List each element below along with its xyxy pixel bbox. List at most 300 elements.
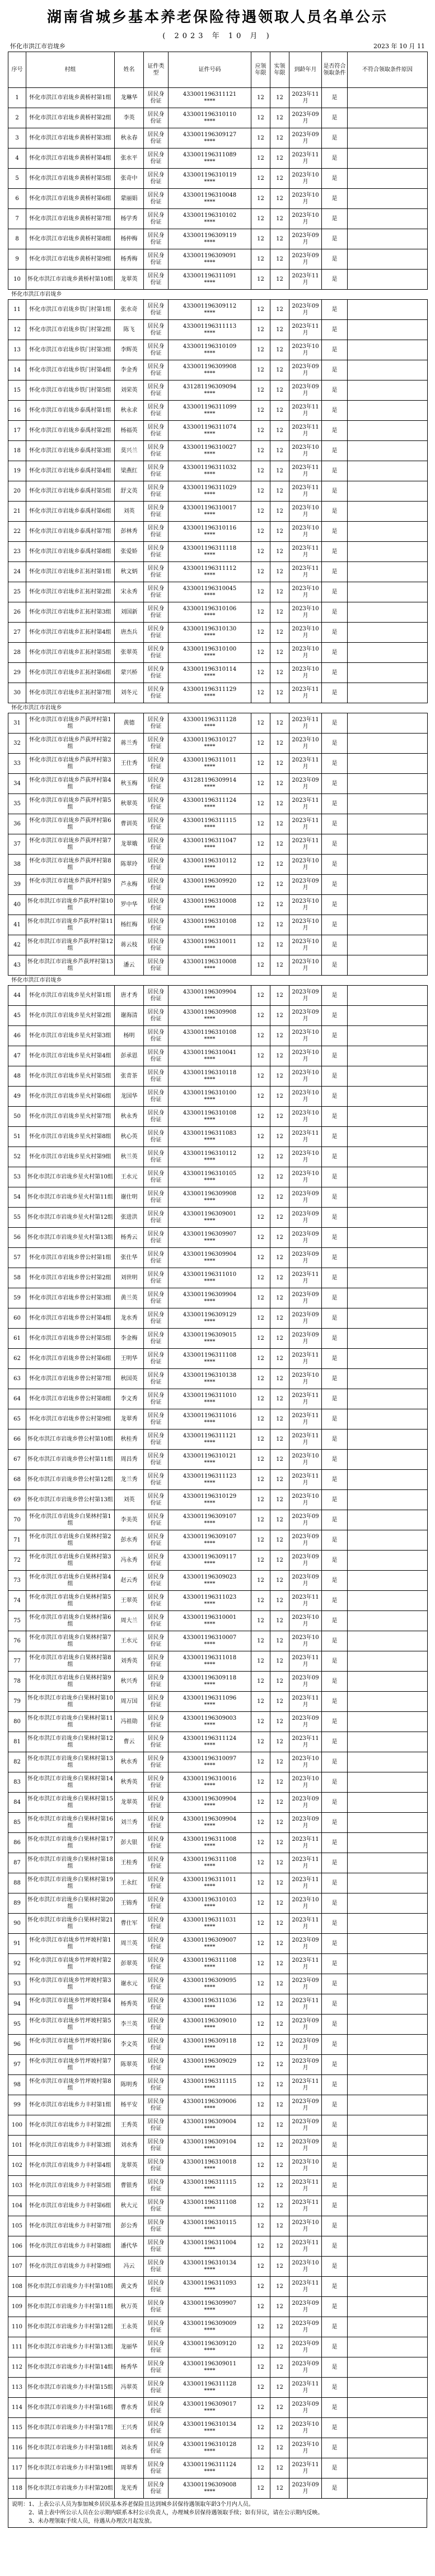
- row-reason: [348, 502, 428, 522]
- row-eligible: 是: [322, 2478, 348, 2499]
- row-eligible: 是: [322, 1026, 348, 1046]
- row-id-number: 433001196310115 ****: [169, 2216, 251, 2236]
- row-eligible: 是: [322, 1793, 348, 1813]
- table-row: [8, 1954, 428, 1974]
- row-id-type: 居民身份证: [144, 774, 169, 794]
- row-village: 怀化市洪江市岩垅乡力丰村第9组: [26, 2257, 115, 2277]
- row-village: 怀化市洪江市岩垅乡白果林村第4组: [26, 1571, 115, 1591]
- row-age-month: 2023年09月: [289, 2337, 322, 2357]
- row-reason: [348, 360, 428, 380]
- row-index: 110: [8, 2317, 26, 2337]
- row-actual-years: 12: [270, 2176, 289, 2196]
- row-due-years: 12: [251, 1167, 270, 1187]
- row-age-month: 2023年11月: [289, 1429, 322, 1450]
- row-village: 怀化市洪江市岩垅乡芦荻坪村第4组: [26, 774, 115, 794]
- row-due-years: 12: [251, 1591, 270, 1611]
- row-village: 怀化市洪江市岩垅乡曾公村第10组: [26, 1429, 115, 1450]
- row-village: 怀化市洪江市岩垅乡曾公村第11组: [26, 1450, 115, 1470]
- table-row: [8, 1087, 428, 1107]
- table-row: [8, 1228, 428, 1248]
- row-name: 罗中华: [115, 895, 144, 915]
- table-row: [8, 754, 428, 774]
- row-village: 怀化市洪江市岩垅乡芦荻坪村第13组: [26, 955, 115, 976]
- row-name: 彭翠英: [115, 1954, 144, 1974]
- row-index: 55: [8, 1208, 26, 1228]
- row-eligible: 是: [322, 1208, 348, 1228]
- row-index: 64: [8, 1389, 26, 1409]
- row-actual-years: 12: [270, 1994, 289, 2015]
- row-age-month: 2023年09月: [289, 1208, 322, 1228]
- table-row: [8, 1369, 428, 1389]
- row-id-type: 居民身份证: [144, 895, 169, 915]
- row-id-number: 433001196309104 ****: [169, 2136, 251, 2156]
- row-due-years: 12: [251, 2055, 270, 2075]
- row-name: 周翠秀: [115, 2458, 144, 2478]
- row-index: 38: [8, 855, 26, 875]
- row-reason: [348, 441, 428, 461]
- row-id-number: 433001196311032 ****: [169, 461, 251, 481]
- row-due-years: 12: [251, 2035, 270, 2055]
- row-reason: [348, 2297, 428, 2317]
- row-id-number: 433001196311113 ****: [169, 320, 251, 340]
- row-due-years: 12: [251, 1672, 270, 1692]
- row-reason: [348, 2378, 428, 2398]
- row-id-number: 433001196309095 ****: [169, 1974, 251, 1994]
- row-id-number: 433001196311004 ****: [169, 2236, 251, 2257]
- row-id-type: 居民身份证: [144, 2257, 169, 2277]
- row-id-number: 433001196311016 ****: [169, 1409, 251, 1429]
- row-village: 怀化市洪江市岩垅乡汇拓村第2组: [26, 582, 115, 602]
- row-id-type: 居民身份证: [144, 955, 169, 976]
- row-reason: [348, 794, 428, 814]
- row-id-type: 居民身份证: [144, 1591, 169, 1611]
- row-actual-years: 12: [270, 1288, 289, 1308]
- row-id-number: 433001196311128 ****: [169, 2378, 251, 2398]
- row-index: 30: [8, 683, 26, 703]
- row-reason: [348, 643, 428, 663]
- row-index: 114: [8, 2398, 26, 2418]
- row-id-type: 居民身份证: [144, 834, 169, 855]
- row-id-number: 433001196311074 ****: [169, 421, 251, 441]
- row-due-years: 12: [251, 814, 270, 834]
- table-row: [8, 1833, 428, 1853]
- table-row: [8, 270, 428, 290]
- group-separator-label: 怀化市洪江市岩垅乡: [8, 976, 428, 986]
- row-village: 怀化市洪江市岩垅乡力丰村第15组: [26, 2378, 115, 2398]
- row-eligible: 是: [322, 2418, 348, 2438]
- row-id-number: 433001196310110 ****: [169, 108, 251, 128]
- row-eligible: 是: [322, 2216, 348, 2236]
- row-age-month: 2023年11月: [289, 794, 322, 814]
- row-name: 杨仲梅: [115, 229, 144, 249]
- row-village: 怀化市洪江市岩垅乡力丰村第16组: [26, 2398, 115, 2418]
- row-eligible: 是: [322, 895, 348, 915]
- row-index: 94: [8, 1994, 26, 2015]
- row-name: 彭承恩: [115, 1046, 144, 1066]
- row-age-month: 2023年10月: [289, 1046, 322, 1066]
- row-id-number: 431281196309914 ****: [169, 774, 251, 794]
- row-age-month: 2023年10月: [289, 955, 322, 976]
- row-eligible: 是: [322, 1651, 348, 1672]
- row-actual-years: 12: [270, 663, 289, 683]
- row-name: 刘永秀: [115, 2438, 144, 2458]
- row-id-number: 433001196309904 ****: [169, 1288, 251, 1308]
- row-name: 蒙丽娟: [115, 189, 144, 209]
- table-row: [8, 1631, 428, 1651]
- table-row: [8, 2075, 428, 2095]
- row-index: 11: [8, 300, 26, 320]
- row-actual-years: 12: [270, 421, 289, 441]
- row-age-month: 2023年09月: [289, 1228, 322, 1248]
- row-name: 曹水秀: [115, 2398, 144, 2418]
- row-reason: [348, 2337, 428, 2357]
- row-index: 22: [8, 522, 26, 542]
- table-row: [8, 2458, 428, 2478]
- row-index: 78: [8, 1672, 26, 1692]
- row-id-type: 居民身份证: [144, 1571, 169, 1591]
- table-row: [8, 1308, 428, 1329]
- note-line: 说明：1、上表公示人员为参加城乡居民基本养老保险且达到城乡居保待遇领取年龄3个月内人员。: [12, 2501, 254, 2508]
- row-village: 怀化市洪江市岩垅乡白果林村第21组: [26, 1914, 115, 1934]
- row-index: 70: [8, 1510, 26, 1530]
- row-actual-years: 12: [270, 270, 289, 290]
- row-actual-years: 12: [270, 1873, 289, 1893]
- row-name: 秋兴秀: [115, 1672, 144, 1692]
- row-age-month: 2023年10月: [289, 1167, 322, 1187]
- row-name: 龙丽华: [115, 2337, 144, 2357]
- row-id-type: 居民身份证: [144, 2176, 169, 2196]
- table-row: [8, 1268, 428, 1288]
- row-id-number: 433001196311089 ****: [169, 148, 251, 169]
- table-row: [8, 148, 428, 169]
- row-reason: [348, 935, 428, 955]
- row-due-years: 12: [251, 834, 270, 855]
- row-actual-years: 12: [270, 713, 289, 734]
- table-row: [8, 1288, 428, 1308]
- row-eligible: 是: [322, 1672, 348, 1692]
- row-age-month: 2023年10月: [289, 209, 322, 229]
- table-row: [8, 2257, 428, 2277]
- row-reason: [348, 754, 428, 774]
- row-index: 75: [8, 1611, 26, 1631]
- row-id-number: 433001196311011 ****: [169, 754, 251, 774]
- row-index: 80: [8, 1712, 26, 1732]
- row-name: 王永英: [115, 2317, 144, 2337]
- page-title: 湖南省城乡基本养老保险待遇领取人员名单公示: [46, 9, 388, 26]
- row-due-years: 12: [251, 1429, 270, 1450]
- row-village: 怀化市洪江市岩垅乡白果林村第10组: [26, 1692, 115, 1712]
- row-reason: [348, 1127, 428, 1147]
- row-due-years: 12: [251, 209, 270, 229]
- row-name: 杨秀梅: [115, 249, 144, 270]
- table-row: [8, 895, 428, 915]
- row-eligible: 是: [322, 774, 348, 794]
- row-id-number: 433001196311115 ****: [169, 814, 251, 834]
- row-reason: [348, 1732, 428, 1752]
- row-name: 龙翠娥: [115, 834, 144, 855]
- row-id-type: 居民身份证: [144, 1288, 169, 1308]
- row-id-number: 433001196309120 ****: [169, 2337, 251, 2357]
- row-id-type: 居民身份证: [144, 1308, 169, 1329]
- row-name: 潘代华: [115, 2236, 144, 2257]
- row-index: 71: [8, 1530, 26, 1551]
- table-row: [8, 774, 428, 794]
- row-eligible: 是: [322, 2236, 348, 2257]
- row-due-years: 12: [251, 562, 270, 582]
- row-eligible: 是: [322, 794, 348, 814]
- row-reason: [348, 713, 428, 734]
- row-id-type: 居民身份证: [144, 713, 169, 734]
- row-age-month: 2023年11月: [289, 1873, 322, 1893]
- row-actual-years: 12: [270, 2075, 289, 2095]
- row-id-type: 居民身份证: [144, 986, 169, 1006]
- row-reason: [348, 320, 428, 340]
- row-id-type: 居民身份证: [144, 502, 169, 522]
- row-eligible: 是: [322, 2317, 348, 2337]
- row-eligible: 是: [322, 2257, 348, 2277]
- row-eligible: 是: [322, 2115, 348, 2136]
- row-due-years: 12: [251, 1853, 270, 1873]
- row-due-years: 12: [251, 1793, 270, 1813]
- row-age-month: 2023年10月: [289, 1369, 322, 1389]
- row-index: 92: [8, 1954, 26, 1974]
- row-index: 35: [8, 794, 26, 814]
- row-index: 43: [8, 955, 26, 976]
- row-index: 74: [8, 1591, 26, 1611]
- row-name: 王翠英: [115, 1591, 144, 1611]
- row-reason: [348, 2478, 428, 2499]
- row-eligible: 是: [322, 1349, 348, 1369]
- row-id-type: 居民身份证: [144, 1006, 169, 1026]
- row-index: 108: [8, 2277, 26, 2297]
- row-name: 曹银秀: [115, 2176, 144, 2196]
- row-eligible: 是: [322, 834, 348, 855]
- row-village: 怀化市洪江市岩垅乡黄桥村第4组: [26, 148, 115, 169]
- note-line: 3、未办理领取手续人员，待遇从办理次月起发放。: [29, 2518, 156, 2524]
- table-row: [8, 1651, 428, 1672]
- row-village: 怀化市洪江市岩垅乡黄桥村第1组: [26, 88, 115, 108]
- row-reason: [348, 1288, 428, 1308]
- row-name: 龙翠英: [115, 2156, 144, 2176]
- row-actual-years: 12: [270, 2196, 289, 2216]
- row-index: 111: [8, 2337, 26, 2357]
- row-due-years: 12: [251, 623, 270, 643]
- row-village: 怀化市洪江市岩垅乡芦荻坪村第2组: [26, 734, 115, 754]
- row-village: 怀化市洪江市岩垅乡竹坪坡村第7组: [26, 2055, 115, 2075]
- row-village: 怀化市洪江市岩垅乡曾公村第3组: [26, 1288, 115, 1308]
- row-eligible: 是: [322, 1974, 348, 1994]
- row-village: 怀化市洪江市岩垅乡星火村第6组: [26, 1087, 115, 1107]
- row-eligible: 是: [322, 2176, 348, 2196]
- table-row: [8, 229, 428, 249]
- row-id-number: 433001196309904 ****: [169, 1813, 251, 1833]
- row-reason: [348, 189, 428, 209]
- row-id-number: 433001196311029 ****: [169, 481, 251, 502]
- row-village: 怀化市洪江市岩垅乡黄桥村第10组: [26, 270, 115, 290]
- row-id-number: 433001196309004 ****: [169, 2115, 251, 2136]
- row-id-number: 433001196311123 ****: [169, 1470, 251, 1490]
- row-id-type: 居民身份证: [144, 2297, 169, 2317]
- row-eligible: 是: [322, 1833, 348, 1853]
- row-actual-years: 12: [270, 441, 289, 461]
- row-id-type: 居民身份证: [144, 1409, 169, 1429]
- row-actual-years: 12: [270, 955, 289, 976]
- row-village: 怀化市洪江市岩垅乡曾公村第8组: [26, 1389, 115, 1409]
- row-eligible: 是: [322, 602, 348, 623]
- row-name: 李辉英: [115, 340, 144, 360]
- row-name: 秋玉梅: [115, 774, 144, 794]
- row-age-month: 2023年10月: [289, 895, 322, 915]
- row-due-years: 12: [251, 2478, 270, 2499]
- row-eligible: 是: [322, 1268, 348, 1288]
- row-index: 59: [8, 1288, 26, 1308]
- row-eligible: 是: [322, 2297, 348, 2317]
- row-id-type: 居民身份证: [144, 229, 169, 249]
- row-name: 黄德: [115, 713, 144, 734]
- table-row: [8, 1772, 428, 1793]
- row-village: 怀化市洪江市岩垅乡芦荻坪村第9组: [26, 875, 115, 895]
- row-index: 2: [8, 108, 26, 128]
- table-row: [8, 1934, 428, 1954]
- table-row: [8, 2277, 428, 2297]
- row-actual-years: 12: [270, 1974, 289, 1994]
- row-village: 怀化市洪江市岩垅乡白果林村第12组: [26, 1732, 115, 1752]
- table-row: [8, 481, 428, 502]
- row-name: 杨红梅: [115, 915, 144, 935]
- row-index: 23: [8, 542, 26, 562]
- row-age-month: 2023年11月: [289, 683, 322, 703]
- row-reason: [348, 1329, 428, 1349]
- row-id-type: 居民身份证: [144, 1974, 169, 1994]
- row-village: 怀化市洪江市岩垅乡竹坪坡村第5组: [26, 2015, 115, 2035]
- row-name: 杨秀英: [115, 1994, 144, 2015]
- row-village: 怀化市洪江市岩垅乡力丰村第8组: [26, 2236, 115, 2257]
- row-reason: [348, 2095, 428, 2115]
- row-age-month: 2023年11月: [289, 2458, 322, 2478]
- row-actual-years: 12: [270, 834, 289, 855]
- row-age-month: 2023年11月: [289, 814, 322, 834]
- row-age-month: 2023年11月: [289, 1994, 322, 2015]
- row-id-number: 433001196310045 ****: [169, 582, 251, 602]
- row-village: 怀化市洪江市岩垅乡白果林村第1组: [26, 1510, 115, 1530]
- row-id-type: 居民身份证: [144, 522, 169, 542]
- row-age-month: 2023年09月: [289, 1308, 322, 1329]
- row-due-years: 12: [251, 2136, 270, 2156]
- row-reason: [348, 1308, 428, 1329]
- row-reason: [348, 2398, 428, 2418]
- table-row: [8, 1712, 428, 1732]
- row-age-month: 2023年09月: [289, 2398, 322, 2418]
- row-actual-years: 12: [270, 148, 289, 169]
- row-eligible: 是: [322, 229, 348, 249]
- row-reason: [348, 2438, 428, 2458]
- row-age-month: 2023年10月: [289, 1631, 322, 1651]
- row-eligible: 是: [322, 1329, 348, 1349]
- row-actual-years: 12: [270, 88, 289, 108]
- row-id-type: 居民身份证: [144, 2156, 169, 2176]
- notes-table: [8, 2498, 427, 2528]
- row-actual-years: 12: [270, 794, 289, 814]
- row-due-years: 12: [251, 441, 270, 461]
- row-id-number: 433001196311108 ****: [169, 1349, 251, 1369]
- row-index: 24: [8, 562, 26, 582]
- row-age-month: 2023年11月: [289, 542, 322, 562]
- row-index: 68: [8, 1470, 26, 1490]
- row-village: 怀化市洪江市岩垅乡曾公村第12组: [26, 1470, 115, 1490]
- row-index: 109: [8, 2297, 26, 2317]
- row-age-month: 2023年10月: [289, 643, 322, 663]
- row-due-years: 12: [251, 461, 270, 481]
- table-row: [8, 1893, 428, 1914]
- row-index: 51: [8, 1127, 26, 1147]
- table-row: [8, 421, 428, 441]
- row-age-month: 2023年09月: [289, 2297, 322, 2317]
- row-id-number: 433001196309011 ****: [169, 2357, 251, 2378]
- row-index: 33: [8, 754, 26, 774]
- table-row: [8, 1591, 428, 1611]
- row-actual-years: 12: [270, 1813, 289, 1833]
- row-actual-years: 12: [270, 1893, 289, 1914]
- row-eligible: 是: [322, 502, 348, 522]
- table-row: [8, 1147, 428, 1167]
- row-name: 蒙兴桥: [115, 663, 144, 683]
- row-id-type: 居民身份证: [144, 2277, 169, 2297]
- row-index: 62: [8, 1349, 26, 1369]
- table-row: [8, 1530, 428, 1551]
- row-actual-years: 12: [270, 1107, 289, 1127]
- row-due-years: 12: [251, 1409, 270, 1429]
- row-id-number: 433001196310105 ****: [169, 1167, 251, 1187]
- row-eligible: 是: [322, 986, 348, 1006]
- row-age-month: 2023年09月: [289, 1571, 322, 1591]
- row-actual-years: 12: [270, 1087, 289, 1107]
- group-separator-row: [8, 290, 428, 300]
- row-index: 76: [8, 1631, 26, 1651]
- row-index: 25: [8, 582, 26, 602]
- row-id-type: 居民身份证: [144, 602, 169, 623]
- row-age-month: 2023年09月: [289, 128, 322, 148]
- row-name: 龙琳华: [115, 88, 144, 108]
- row-id-number: 433001196310112 ****: [169, 855, 251, 875]
- row-name: 秋永春: [115, 128, 144, 148]
- row-id-type: 居民身份证: [144, 1450, 169, 1470]
- table-row: [8, 1329, 428, 1349]
- row-eligible: 是: [322, 1429, 348, 1450]
- row-eligible: 是: [322, 1409, 348, 1429]
- row-due-years: 12: [251, 915, 270, 935]
- row-id-type: 居民身份证: [144, 2115, 169, 2136]
- row-eligible: 是: [322, 1571, 348, 1591]
- row-reason: [348, 1853, 428, 1873]
- row-name: 芦永梅: [115, 875, 144, 895]
- row-reason: [348, 2015, 428, 2035]
- row-village: 怀化市洪江市岩垅乡铁门村第4组: [26, 360, 115, 380]
- row-actual-years: 12: [270, 1853, 289, 1873]
- row-due-years: 12: [251, 1914, 270, 1934]
- row-eligible: 是: [322, 1732, 348, 1752]
- row-eligible: 是: [322, 1450, 348, 1470]
- table-row: [8, 2095, 428, 2115]
- row-index: 67: [8, 1450, 26, 1470]
- row-due-years: 12: [251, 1732, 270, 1752]
- row-eligible: 是: [322, 915, 348, 935]
- row-village: 怀化市洪江市岩垅乡白果林村第20组: [26, 1893, 115, 1914]
- row-eligible: 是: [322, 1470, 348, 1490]
- row-reason: [348, 855, 428, 875]
- row-id-type: 居民身份证: [144, 1530, 169, 1551]
- row-name: 王明华: [115, 1349, 144, 1369]
- row-name: 龙翠秀: [115, 1409, 144, 1429]
